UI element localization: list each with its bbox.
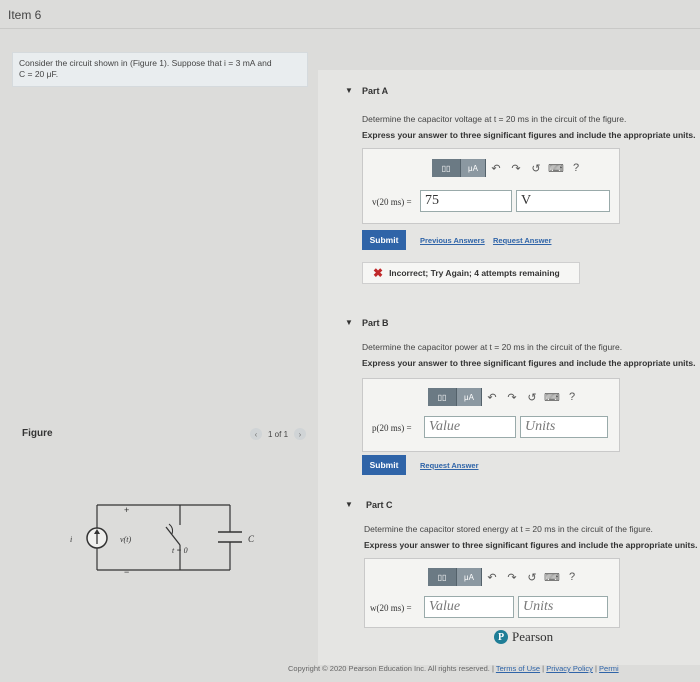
templates-button[interactable]: ▯▯: [432, 159, 461, 177]
part-a-label: v(20 ms) =: [372, 197, 412, 207]
redo-icon[interactable]: ↷: [511, 162, 521, 175]
part-b-label: p(20 ms) =: [372, 423, 412, 433]
part-a-feedback: [362, 262, 580, 284]
label-minus: −: [124, 567, 130, 577]
part-a-question: Determine the capacitor voltage at t = 20 ms in the circuit of the figure.: [362, 114, 627, 124]
problem-statement: [12, 52, 308, 87]
part-b-units-input[interactable]: Units: [520, 416, 608, 438]
permissions-link[interactable]: Permi: [599, 664, 619, 673]
part-a-feedback-text: Incorrect; Try Again; 4 attempts remaining: [389, 268, 560, 278]
part-a-units-input[interactable]: V: [516, 190, 610, 212]
undo-icon[interactable]: ↶: [491, 162, 501, 175]
keyboard-icon[interactable]: ⌨: [544, 571, 560, 584]
part-c-label: w(20 ms) =: [370, 603, 412, 613]
part-b-title[interactable]: Part B: [362, 318, 389, 328]
problem-text: Consider the circuit shown in (Figure 1). Suppose that: [19, 58, 225, 68]
redo-icon[interactable]: ↷: [507, 571, 517, 584]
part-a-title[interactable]: Part A: [362, 86, 389, 96]
part-c-units-input[interactable]: Units: [518, 596, 608, 618]
part-a-value-input[interactable]: 75: [420, 190, 512, 212]
part-a-previous-answers-link[interactable]: Previous Answers: [420, 236, 485, 245]
part-b-value-input[interactable]: Value: [424, 416, 516, 438]
figure-page-indicator: 1 of 1: [268, 429, 289, 439]
part-b-toolbar: [428, 388, 582, 406]
part-a-request-answer-link[interactable]: Request Answer: [493, 236, 552, 245]
reset-icon[interactable]: ↺: [527, 391, 537, 404]
keyboard-icon[interactable]: ⌨: [544, 391, 560, 404]
part-c-value-input[interactable]: Value: [424, 596, 514, 618]
part-a-toolbar: [432, 159, 586, 177]
help-icon[interactable]: ?: [568, 571, 576, 583]
units-button[interactable]: μA: [461, 159, 486, 177]
footer-copyright: Copyright © 2020 Pearson Education Inc. All rights reserved.: [288, 664, 490, 673]
redo-icon[interactable]: ↷: [507, 391, 517, 404]
footer: Copyright © 2020 Pearson Education Inc. All rights reserved. | Terms of Use | Privacy Policy | Permi: [288, 664, 619, 673]
part-b-instruction: Express your answer to three significant figures and include the appropriate units.: [362, 358, 696, 368]
part-a-submit-button[interactable]: Submit: [362, 230, 406, 250]
reset-icon[interactable]: ↺: [531, 162, 541, 175]
units-button[interactable]: μA: [457, 568, 482, 586]
pearson-p-icon: P: [494, 630, 508, 644]
help-icon[interactable]: ?: [568, 391, 576, 403]
part-a-collapse-icon[interactable]: ▼: [345, 86, 353, 95]
item-title: Item 6: [8, 8, 42, 22]
part-c-title[interactable]: Part C: [366, 500, 393, 510]
part-c-collapse-icon[interactable]: ▼: [345, 500, 353, 509]
privacy-link[interactable]: Privacy Policy: [546, 664, 593, 673]
prev-figure-button[interactable]: ‹: [250, 428, 262, 440]
pearson-brand-text: Pearson: [512, 629, 554, 644]
undo-icon[interactable]: ↶: [487, 571, 497, 584]
templates-button[interactable]: ▯▯: [428, 568, 457, 586]
part-b-request-answer-link[interactable]: Request Answer: [420, 461, 479, 470]
undo-icon[interactable]: ↶: [487, 391, 497, 404]
help-icon[interactable]: ?: [572, 162, 580, 174]
figure-pager: [250, 428, 306, 440]
keyboard-icon[interactable]: ⌨: [548, 162, 564, 175]
label-c: C: [248, 534, 255, 544]
templates-button[interactable]: ▯▯: [428, 388, 457, 406]
problem-and: and: [255, 58, 272, 68]
problem-current: i = 3 mA: [224, 58, 255, 68]
part-a-instruction: Express your answer to three significant figures and include the appropriate units.: [362, 130, 696, 140]
reset-icon[interactable]: ↺: [527, 571, 537, 584]
next-figure-button[interactable]: ›: [294, 428, 306, 440]
header-divider: [0, 28, 700, 29]
part-c-instruction: Express your answer to three significant figures and include the appropriate units.: [364, 540, 698, 550]
problem-capacitance: C = 20 μF.: [19, 69, 59, 79]
label-v: v(t): [120, 535, 132, 544]
part-b-question: Determine the capacitor power at t = 20 ms in the circuit of the figure.: [362, 342, 623, 352]
label-plus: +: [124, 505, 130, 515]
incorrect-icon: ✖: [373, 266, 384, 280]
circuit-diagram: [60, 490, 280, 585]
units-button[interactable]: μA: [457, 388, 482, 406]
label-t0: t = 0: [172, 546, 188, 555]
pearson-logo: [494, 629, 553, 645]
part-c-question: Determine the capacitor stored energy at t = 20 ms in the circuit of the figure.: [364, 524, 653, 534]
part-c-toolbar: [428, 568, 582, 586]
figure-label: Figure: [22, 428, 53, 439]
label-i: i: [70, 535, 73, 544]
terms-link[interactable]: Terms of Use: [495, 664, 541, 673]
part-b-collapse-icon[interactable]: ▼: [345, 318, 353, 327]
part-b-submit-button[interactable]: Submit: [362, 455, 406, 475]
